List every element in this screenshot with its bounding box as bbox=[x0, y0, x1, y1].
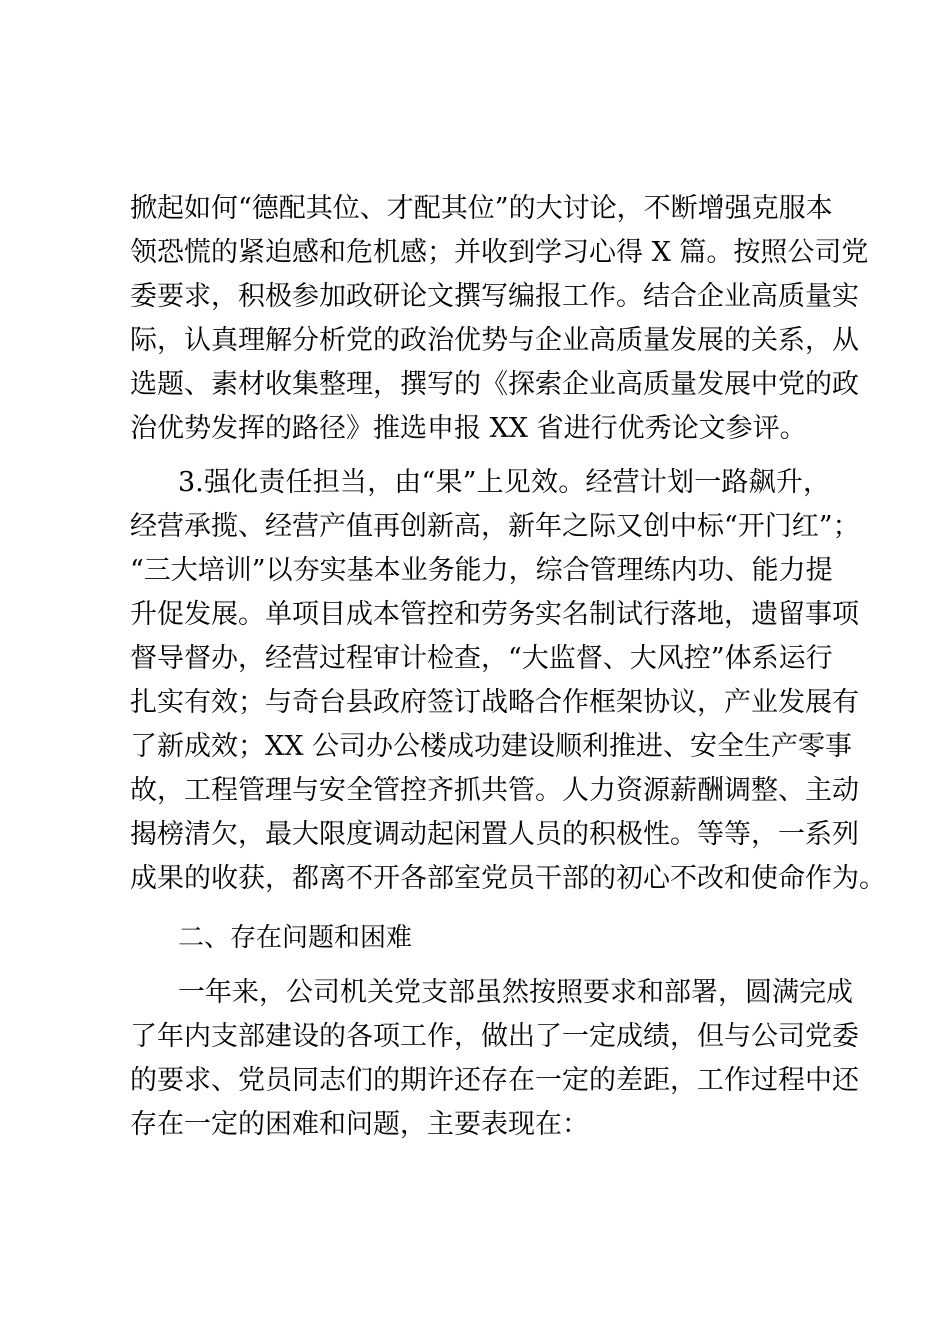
paragraph-3-line-1: 一年来，公司机关党支部虽然按照要求和部署，圆满完成 bbox=[178, 977, 853, 1008]
paragraph-1-line-1: 掀起如何“德配其位、才配其位”的大讨论，不断增强克服本 bbox=[130, 193, 833, 224]
paragraph-2-line-5: 督导督办，经营过程审计检查，“大监督、大风控”体系运行 bbox=[130, 643, 833, 674]
paragraph-2-line-7: 了新成效；XX 公司办公楼成功建设顺利推进、安全生产零事 bbox=[130, 731, 853, 762]
paragraph-2-line-3: “三大培训”以夯实基本业务能力，综合管理练内功、能力提 bbox=[130, 555, 833, 586]
paragraph-3-line-2: 了年内支部建设的各项工作，做出了一定成绩，但与公司党委 bbox=[130, 1021, 859, 1052]
paragraph-2-line-10: 成果的收获，都离不开各部室党员干部的初心不改和使命作为。 bbox=[130, 863, 886, 894]
paragraph-2-line-8: 故，工程管理与安全管控齐抓共管。人力资源薪酬调整、主动 bbox=[130, 775, 859, 806]
section-heading: 二、存在问题和困难 bbox=[178, 923, 413, 953]
paragraph-1-line-2: 领恐慌的紧迫感和危机感；并收到学习心得 X 篇。按照公司党 bbox=[130, 237, 869, 268]
paragraph-3-line-4: 存在一定的困难和问题，主要表现在： bbox=[130, 1109, 589, 1140]
paragraph-2-line-9: 揭榜清欠，最大限度调动起闲置人员的积极性。等等，一系列 bbox=[130, 819, 859, 850]
paragraph-2-line-1: 3.强化责任担当，由“果”上见效。经营计划一路飙升， bbox=[178, 467, 830, 498]
paragraph-1-line-5: 选题、素材收集整理，撰写的《探索企业高质量发展中党的政 bbox=[130, 369, 859, 400]
paragraph-1-line-6: 治优势发挥的路径》推选申报 XX 省进行优秀论文参评。 bbox=[130, 413, 807, 444]
paragraph-1-line-3: 委要求，积极参加政研论文撰写编报工作。结合企业高质量实 bbox=[130, 281, 859, 312]
paragraph-2-line-2: 经营承揽、经营产值再创新高，新年之际又创中标“开门红”； bbox=[130, 511, 860, 542]
paragraph-3-line-3: 的要求、党员同志们的期许还存在一定的差距，工作过程中还 bbox=[130, 1065, 859, 1096]
paragraph-1-line-4: 际，认真理解分析党的政治优势与企业高质量发展的关系，从 bbox=[130, 325, 859, 356]
paragraph-2-line-6: 扎实有效；与奇台县政府签订战略合作框架协议，产业发展有 bbox=[130, 687, 859, 718]
paragraph-2-line-4: 升促发展。单项目成本管控和劳务实名制试行落地，遗留事项 bbox=[130, 599, 859, 630]
